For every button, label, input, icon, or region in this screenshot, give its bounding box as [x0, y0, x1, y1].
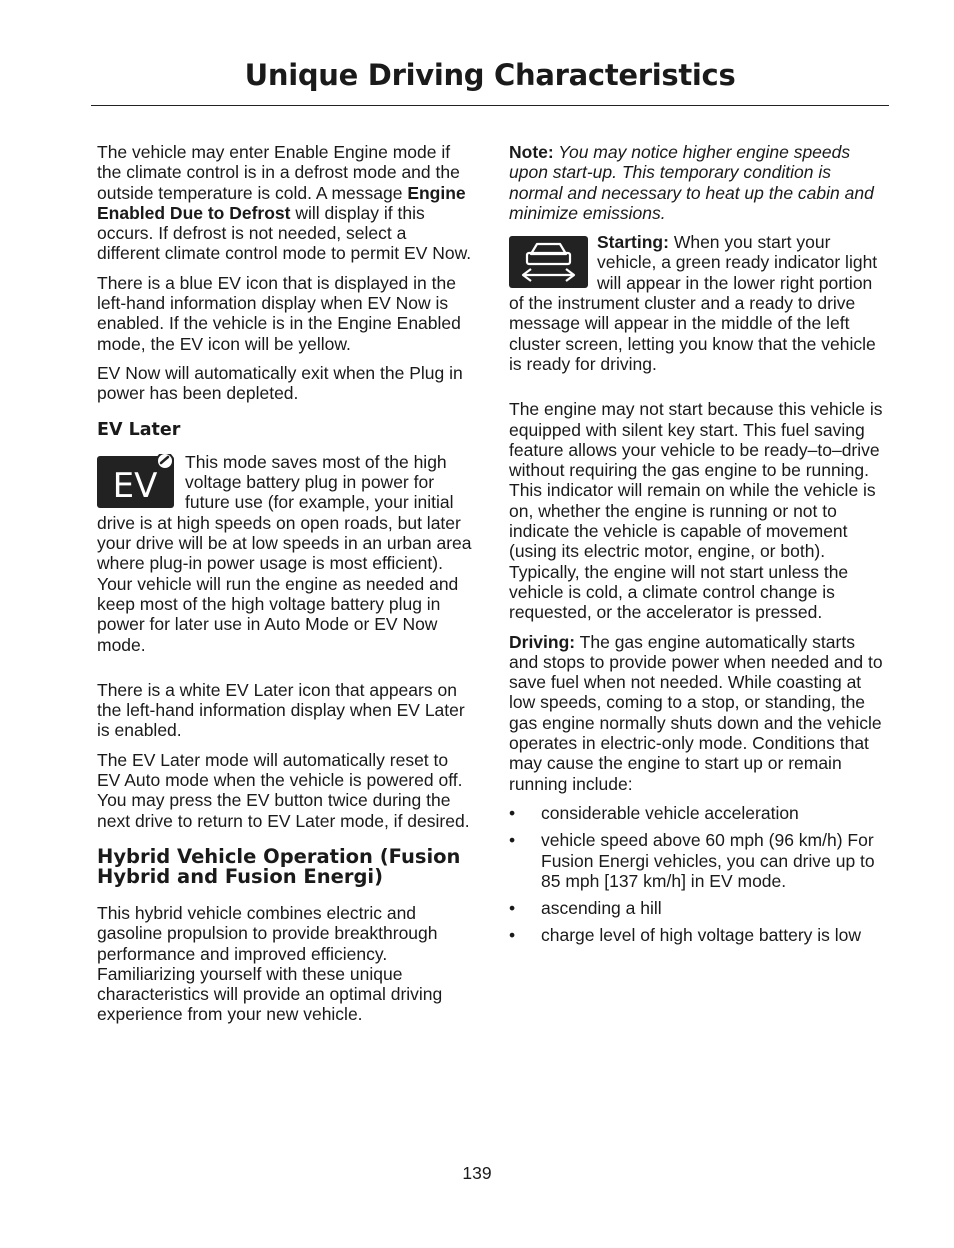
- bullet-marker: •: [509, 830, 516, 851]
- enable-engine-text-1: The vehicle may enter Enable Engine mode if the climate control is in a defrost mode and the outside temperature is cold. A message: [97, 142, 460, 203]
- engine-start-conditions-list: [509, 803, 885, 946]
- left-column: [97, 142, 473, 1034]
- engine-enabled-message: Engine Enabled Due to Defrost: [97, 182, 466, 223]
- list-item: • ascending a hill: [509, 898, 662, 919]
- driving-text: The gas engine automatically starts and stops to provide power when needed and to save fuel when not needed. While coasting at low speeds, coming to a stop, or standing, the gas engine normally shuts down and the vehicle operates in electric-only mode. Conditions that may cause the engine to start up or remain running include:: [509, 631, 883, 794]
- enable-engine-text-2: will display if this occurs. If defrost is not needed, select a different climate control mode to permit EV Now.: [97, 202, 472, 264]
- ev-later-reset-paragraph: The EV Later mode will automatically reset to EV Auto mode when the vehicle is powered off. You may press the EV button twice during the next drive to return to EV Later mode, if desired.: [97, 749, 470, 831]
- driving-label: Driving:: [509, 631, 576, 652]
- note-text: You may notice higher engine speeds upon start-up. This temporary condition is normal and necessary to heat up the cabin and minimize emissions.: [509, 142, 874, 223]
- ev-icon-label: EV: [112, 465, 158, 506]
- note-label: Note:: [509, 142, 554, 162]
- ev-later-description: This mode saves most of the high voltage battery plug in power for future use (for example, your initial drive is at high speeds on open roads, but later your drive will be at low speeds in an urban area where plug-in power usage is most efficient). Your vehicle will run the engine as needed and keep most of the high voltage battery plug in power for later use in Auto Mode or EV Now mode.: [97, 451, 472, 655]
- blue-ev-icon-paragraph: There is a blue EV icon that is displayed in the left-hand information display when EV Now is enabled. If the vehicle is in the Engine Enabled mode, the EV icon will be yellow.: [97, 272, 461, 354]
- right-column: [509, 142, 885, 953]
- title-divider: [91, 105, 889, 106]
- silent-key-start-paragraph: The engine may not start because this vehicle is equipped with silent key start. This fuel saving feature allows your vehicle to be ready–to–drive without requiring the gas engine to be running. This indicator will remain on while the vehicle is on, whether the engine is running or not to indicate the vehicle is capable of movement (using its electric motor, engine, or both). Typically, the engine will not start unless the vehicle is cold, a climate control change is requested, or the accelerator is pressed.: [509, 399, 883, 623]
- bullet-marker: •: [509, 802, 516, 823]
- bullet-marker: •: [509, 898, 516, 919]
- bullet-marker: •: [509, 925, 516, 946]
- starting-text: When you start your vehicle, a green ready indicator light will appear in the lower right portion of the instrument cluster and a ready to drive message will appear in the middle of the left cluster screen, letting you know that the vehicle is ready for driving.: [509, 232, 878, 374]
- ev-later-block: [97, 452, 473, 655]
- note-paragraph: [509, 142, 885, 223]
- ev-later-heading: EV Later: [97, 419, 181, 440]
- ready-indicator-icon: [509, 234, 588, 288]
- starting-label: Starting:: [597, 232, 669, 253]
- driving-paragraph: [509, 632, 885, 794]
- hybrid-intro-paragraph: This hybrid vehicle combines electric and gasoline propulsion to provide breakthrough performance and improved efficiency. Familiarizing yourself with these unique characteristics will provide an optimal driving experience from your new vehicle.: [97, 902, 443, 1025]
- list-item: • charge level of high voltage battery is low: [509, 925, 862, 946]
- list-item: • vehicle speed above 60 mph (96 km/h) For Fusion Energi vehicles, you can drive up to 85 mph [137 km/h] in EV mode.: [509, 830, 875, 891]
- hybrid-operation-heading: Hybrid Vehicle Operation (Fusion Hybrid and Fusion Energi): [97, 844, 461, 888]
- ev-later-icon-paragraph: There is a white EV Later icon that appears on the left-hand information display when EV Later is enabled.: [97, 679, 465, 741]
- ev-now-exit-paragraph: EV Now will automatically exit when the Plug in power has been depleted.: [97, 362, 463, 404]
- ev-later-icon: [97, 454, 176, 508]
- page-title: Unique Driving Characteristics: [244, 58, 736, 92]
- list-item: • considerable vehicle acceleration: [509, 802, 799, 823]
- starting-block: [509, 232, 885, 374]
- enable-engine-paragraph: [97, 142, 473, 264]
- page-number: 139: [462, 1163, 492, 1183]
